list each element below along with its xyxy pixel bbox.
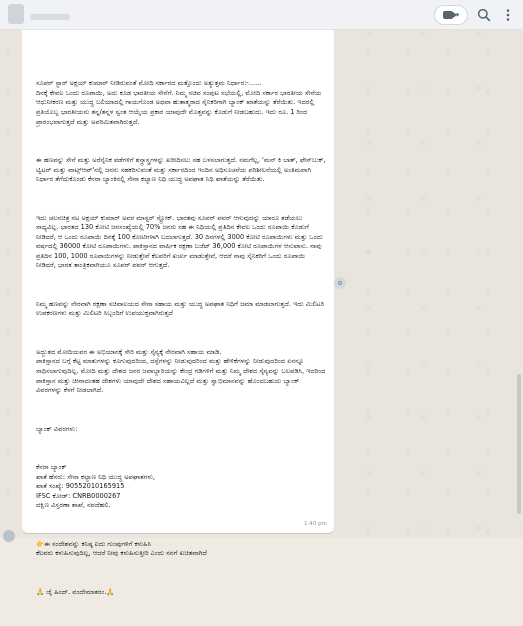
video-call-button[interactable] [434, 5, 468, 25]
chevron-down-icon: ▾ [455, 10, 460, 19]
bank-details: ಕೆನರಾ ಬ್ಯಾಂಕ್ ಖಾತೆ ಹೆಸರು: ಸೇನಾ ಕಲ್ಯಾಣ ನಿಧಿ ಯುದ್ಧ ಅಪಘಾತಗಳು, ಖಾತೆ ಸಂಖ್ಯೆ: 90552010165915 IFSC ಕೋಡ್: CNRB0000267 ದಕ್ಷಿಣ ವಿಸ್ತರಣಾ ಶಾಖೆ, ನವದೆಹಲಿ. [36, 462, 155, 510]
video-camera-icon [443, 11, 453, 19]
chat-header [0, 0, 523, 30]
message-paragraph: ಸೂಪರ್ ಸ್ಟಾರ್ ಅಕ್ಷಯ್ ಕುಮಾರ್ ನೀಡಿರುವಂತೆ ಮೋದಿ ಸರ್ಕಾರದ ಮತ್ತೊಂದು ಅತ್ಯುತ್ತಮ ನಿರ್ಧಾರ:-...... ದಿನಕ್ಕೆ ಕೇವಲ ಒಂದು ರೂಪಾಯಿ, ಅದು ಕೂಡ ಭಾರತೀಯ ಸೇನೆಗೆ. ನಿಮ್ಮ ಸಚಿವ ಸಂಪುಟ ಸಭೆಯಲ್ಲಿ, ಮೋದಿ ಸರ್ಕಾರ ಭಾರತೀಯ ಸೇನೆಯ ಆಧುನೀಕರಣ ಮತ್ತು ಯುದ್ಧ ಬಲಿಯಾದಲ್ಲಿ ಗಾಯಗೊಂಡ ಅಥವಾ ಹುತಾತ್ಮರಾದ ಸೈನಿಕರಿಗಾಗಿ ಬ್ಯಾಂಕ್ ಖಾತೆಯನ್ನು ತೆರೆಯಿತು. ಇದರಲ್ಲಿ ಪ್ರತಿಯೊಬ್ಬ ಭಾರತೀಯನು ತನ್ನ/ತನ್ನಳ ಸ್ವಂತ ಆಯ್ಕೆಯ ಪ್ರಕಾರ ಯಾವುದೇ ಮೊತ್ತವನ್ನು ಕೊಡುಗೆ ನೀಡಬಹುದು. ಇದು ರೂ. 1 ರಿಂದ ಪ್ರಾರಂಭವಾಗುತ್ತದೆ ಮತ್ತು ಅಪರಿಮಿತವಾಗಿರುತ್ತದೆ. [36, 79, 322, 126]
message-paragraph: ಇದು ಚಲನಚಿತ್ರ ನಟ ಅಕ್ಷಯ್ ಕುಮಾರ್ ಅವರ ಮಾಸ್ಟರ್ ಸ್ಟ್ರೋಕ್. ಭಾರತವು ಸೂಪರ್ ಪವರ್ ಆಗುವುದನ್ನು ಯಾರೂ ತಡೆಯಲು ಸಾಧ್ಯವಿಲ್ಲ. ಭಾರತದ 130 ಕೋಟಿ ಜನಸಂಖ್ಯೆಯಲ್ಲಿ 70% ಜನರು ಸಹ ಈ ನಿಧಿಯಲ್ಲಿ ಪ್ರತಿದಿನ ಕೇವಲ ಒಂದು ರೂಪಾಯಿ ಕೊಡುಗೆ ನೀಡಿದರೆ, ಆ ಒಂದು ರೂಪಾಯಿ ದಿನಕ್ಕೆ 100 ಕೋಟಿಗಳಾಗಿ ಬದಲಾಗುತ್ತದೆ. 30 ದಿನಗಳಲ್ಲಿ 3000 ಕೋಟಿ ರೂಪಾಯಿಗಳು ಮತ್ತು ಒಂದು ವರ್ಷದಲ್ಲಿ 36000 ಕೋಟಿ ರೂಪಾಯಿಗಳು. ಪಾಕಿಸ್ತಾನದ ವಾರ್ಷಿಕ ರಕ್ಷಣಾ ಬಜೆಟ್ 36,000 ಕೋಟಿ ರೂಪಾಯಿಗಳ ಆಸುಪಾಸು. ನಾವು ಪ್ರತಿದಿನ 100, 1000 ರೂಪಾಯಿಗಳನ್ನು ನೀಡುತ್ತೇವೆ ಕೆಲವರಿಗೆ ಖರ್ಚು ಮಾಡುತ್ತೇವೆ, ಆದರೆ ನಾವು ಸೈನಿಕರಿಗೆ ಒಂದು ರೂಪಾಯಿ ನೀಡಿದರೆ, ಭಾರತ ತಾಂತ್ರಿಕವಾಗಿಯೂ ಸೂಪರ್ ಪವರ್ ಆಗುತ್ತದೆ. [36, 213, 326, 270]
message-timestamp: 1:40 pm [304, 521, 327, 527]
sender-avatar[interactable] [3, 530, 15, 542]
scrollbar-thumb[interactable] [517, 374, 521, 514]
bank-details-heading: ಬ್ಯಾಂಕ್ ವಿವರಗಳು: [36, 424, 78, 433]
message-paragraph: ಅದ್ಭುತದ ಮೋದಿಯವರ ಈ ಅಭಿಯಾನಕ್ಕೆ ಸೇರಿ ಮತ್ತು ಸೈನ್ಯಕ್ಕೆ ನೇರವಾಗಿ ಸಹಾಯ ಮಾಡಿ. ಪಾಕಿಸ್ತಾನದ ಬಗ್ಗೆ ಕೆಟ್ಟ ಮಾತುಗಳನ್ನು ಕೂಗುವುದರಿಂದ, ದಸ್ಪೆಗಳನ್ನು ನೀಡುವುದರಿಂದ ಮತ್ತು ಹೇಳಿಕೆಗಳನ್ನು ನೀಡುವುದರಿಂದ ಏನನ್ನೂ ಸಾಧಿಸಲಾಗುವುದಿಲ್ಲ. ಮೋದಿ ಮತ್ತು ದೇಶದ ಜನರ ಜವಾಬ್ದಾರಿಯನ್ನು ಕೇಂದ್ರ ಗಡಿಗಳಿಗೆ ಮತ್ತು ನಿಮ್ಮ ದೇಶದ ಸೈನ್ಯವನ್ನು ಬಲಪಡಿಸಿ, ಇದರಿಂದ ಪಾಕಿಸ್ತಾನ ಮತ್ತು ಚೀನಾದಂತಹ ದೇಶಗಳು ಯಾವುದೇ ದೇಶದ ಸಹಾಯವಿಲ್ಲದೆ ಮತ್ತು ಸ್ವಾಭಿಮಾನವನ್ನು ಹೊಂದಬಹುದು ಬ್ಯಾಂಕ್ ವಿವರಗಳನ್ನು ಕೆಳಗೆ ನೀಡಲಾಗಿದೆ. [36, 347, 326, 395]
message-paragraph: 👉ಈ ಸಂದೇಶವನ್ನು ಕನಿಷ್ಠ ಐದು ಗುಂಪುಗಳಿಗೆ ಕಳುಹಿಸಿ ಕೆಲವರು ಕಳುಹಿಸುವುದಿಲ್ಲ, ಆದರೆ ನೀವು ಕಳುಹಿಸುತ್ತೀರಿ ಎಂದು ನನಗೆ ಖಚಿತವಾಗಿದೆ [36, 539, 207, 558]
forward-icon [338, 281, 342, 285]
forward-button[interactable] [334, 277, 346, 289]
contact-avatar[interactable] [8, 4, 24, 24]
search-icon[interactable] [477, 8, 491, 22]
message-paragraph: ನಿಮ್ಮ ಹಣವನ್ನು ನೇರವಾಗಿ ರಕ್ಷಣಾ ಸಚಿವಾಲಯದ ಸೇನಾ ಸಹಾಯ ಮತ್ತು ಯುದ್ಧ ಅಪಘಾತ ನಿಧಿಗೆ ಜಮಾ ಮಾಡಲಾಗುತ್ತದೆ. ಇದು ಮಿಲಿಟರಿ ಉಪಕರಣಗಳು ಮತ್ತು ಮಿಲಿಟರಿ ಸಿಬ್ಬಂದಿಗೆ ಉಪಯುಕ್ತವಾಗಿರುತ್ತದೆ [36, 299, 327, 318]
message-body [36, 60, 326, 626]
scrollbar[interactable] [517, 34, 521, 534]
contact-name-redacted [30, 14, 70, 20]
message-signoff: 🙏 ಜೈ ಹಿಂದ್. ವಂದೇಮಾತರಂ.🙏 [36, 587, 115, 596]
message-bubble[interactable] [22, 30, 334, 596]
message-paragraph: ಈ ಹಣವನ್ನು ಸೇನೆ ಮತ್ತು ಅರೆಸೈನಿಕ ಪಡೆಗಳಿಗೆ ಶಸ್ತ್ರಾಸ್ತ್ರಗಳನ್ನು ಖರೀದಿಸಲು ಸಹ ಬಳಸಲಾಗುತ್ತದೆ. ನಮಗೆಲ್ಲ, 'ಮನ್ ಕಿ ಬಾತ್, ಫೇಸ್‌ಬುಕ್, ಟ್ವಿಟರ್ ಮತ್ತು ವಾಟ್ಸ್‌ಆಪ್'ನಲ್ಲಿ ಜನರು ಸಹಕರಿಸುವಂತೆ ಮತ್ತು ಸರ್ಕಾರದಿಂದ ಇಂದಿನ ಅಧಿಸೂಚನೆಯ ಪರಿಶೀಲನೆಯಲ್ಲಿ ಅಂತಿಮವಾಗಿ ನಿರ್ಧಾರ ತೆಗೆದುಕೊಂಡು ಕೆನರಾ ಬ್ಯಾಂಕಿನಲ್ಲಿ ಸೇನಾ ಕಲ್ಯಾಣ ನಿಧಿ ಯುದ್ಧ ಅಪಘಾತ ನಿಧಿ ಖಾತೆಯನ್ನು ತೆರೆಯಿತು. [36, 155, 328, 184]
kebab-menu-icon[interactable] [505, 8, 511, 22]
